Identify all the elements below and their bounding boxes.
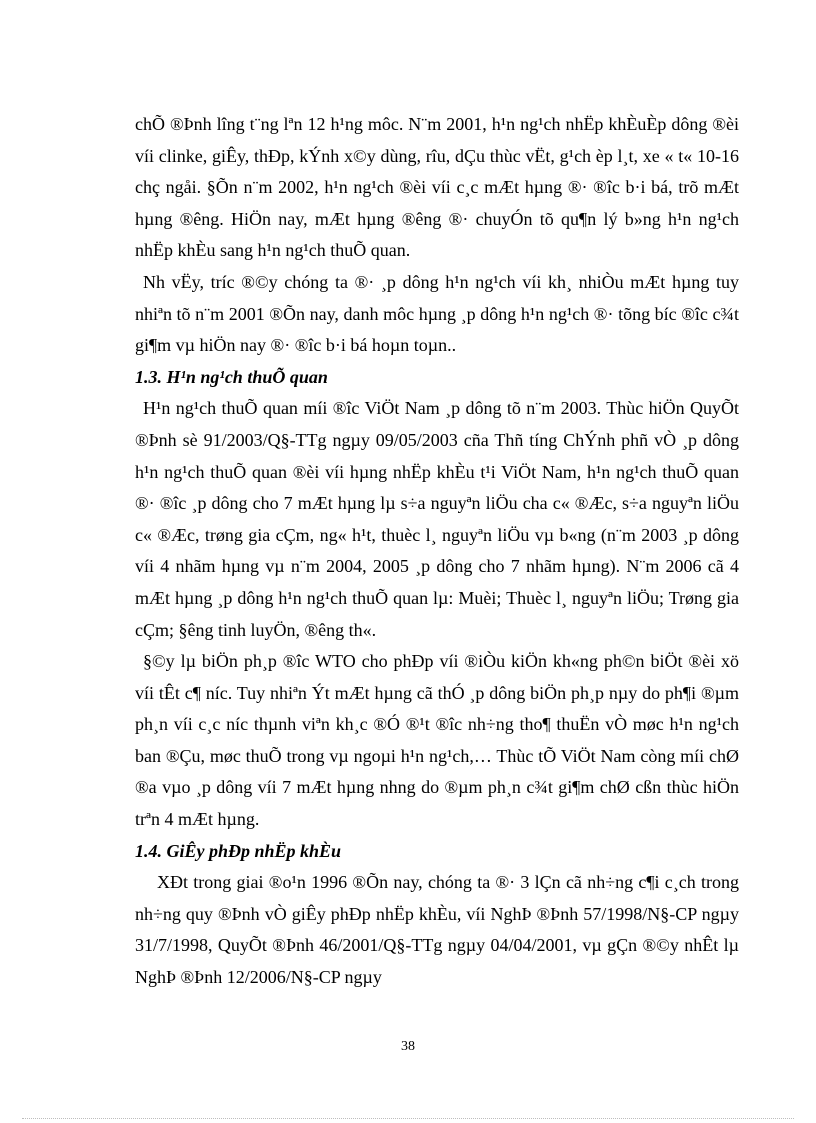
paragraph-quota-summary: Nh vËy, tríc ®©y chóng ta ®· ¸p dông h¹n ng¹ch víi kh¸ nhiÒu mÆt hµng tuy nhiªn tõ n¨m 2001 ®Õn nay, danh môc hµng ¸p dông h¹n ng¹ch ®· tõng bíc ®îc c¾t gi¶m vµ hiÖn nay ®· ®îc b·i bá hoµn toµn.. [135,271,739,356]
section-heading-1-3: 1.3. H¹n ng¹ch thuÕ quan [135,366,328,387]
body-text [135,109,739,994]
page-number: 38 [401,1039,415,1054]
paragraph-wto-measure: §©y lµ biÖn ph¸p ®îc WTO cho phÐp víi ®iÒu kiÖn kh«ng ph©n biÖt ®èi xö víi tÊt c¶ níc. Tuy nhiªn Ýt mÆt hµng cã thÓ ¸p dông biÖn ph¸p nµy do ph¶i ®µm ph¸n víi c¸c níc thµnh viªn kh¸c ®Ó ®¹t ®îc nh÷ng tho¶ thuËn vÒ møc h¹n ng¹ch ban ®Çu, møc thuÕ trong vµ ngoµi h¹n ng¹ch,… Thùc tÕ ViÖt Nam còng míi chØ ®a vµo ¸p dông víi 7 mÆt hµng nhng do ®µm ph¸n c¾t gi¶m chØ cßn thùc hiÖn trªn 4 mÆt hµng. [135,651,739,830]
paragraph-import-license: XÐt trong giai ®o¹n 1996 ®Õn nay, chóng ta ®· 3 lÇn cã nh÷ng c¶i c¸ch trong nh÷ng quy ®Þnh vÒ giÊy phÐp nhËp khÈu, víi NghÞ ®Þnh 57/1998/N§-CP ngµy 31/7/1998, QuyÕt ®Þnh 46/2001/Q§-TTg ngµy 04/04/2001, vµ gÇn ®©y nhÊt lµ NghÞ ®Þnh 12/2006/N§-CP ngµy [135,872,739,988]
paragraph-continued: chÕ ®Þnh lîng t¨ng lªn 12 h¹ng môc. N¨m 2001, h¹n ng¹ch nhËp khÈuÈp dông ®èi víi clinke, giÊy, thÐp, kÝnh x©y dùng, rîu, dÇu thùc vËt, g¹ch èp l¸t, xe « t« 10-16 chç ngåi. §Õn n¨m 2002, h¹n ng¹ch ®èi víi c¸c mÆt hµng ®· ®îc b·i bá, trõ mÆt hµng ®êng. HiÖn nay, mÆt hµng ®êng ®· chuyÓn tõ qu¶n lý b»ng h¹n ng¹ch nhËp khÈu sang h¹n ng¹ch thuÕ quan. [135,114,739,261]
section-heading-1-4: 1.4. GiÊy phÐp nhËp khÈu [135,840,342,861]
footer-dotted-rule [22,1118,794,1119]
paragraph-tariff-quota: H¹n ng¹ch thuÕ quan míi ®îc ViÖt Nam ¸p dông tõ n¨m 2003. Thùc hiÖn QuyÕt ®Þnh sè 91/2003/Q§-TTg ngµy 09/05/2003 cña Thñ tíng ChÝnh phñ vÒ ¸p dông h¹n ng¹ch thuÕ quan ®èi víi hµng nhËp khÈu t¹i ViÖt Nam, h¹n ng¹ch thuÕ quan ®· ®îc ¸p dông cho 7 mÆt hµng lµ s÷a nguyªn liÖu cha c« ®Æc, s÷a nguyªn liÖu c« ®Æc, trøng gia cÇm, ng« h¹t, thuèc l¸ nguyªn liÖu vµ b«ng (n¨m 2003 ¸p dông víi 4 nhãm hµng vµ n¨m 2004, 2005 ¸p dông cho 7 nhãm hµng). N¨m 2006 cã 4 mÆt hµng ¸p dông h¹n ng¹ch thuÕ quan lµ: Muèi; Thuèc l¸ nguyªn liÖu; Trøng gia cÇm; §êng tinh luyÖn, ®êng th«. [135,398,739,640]
